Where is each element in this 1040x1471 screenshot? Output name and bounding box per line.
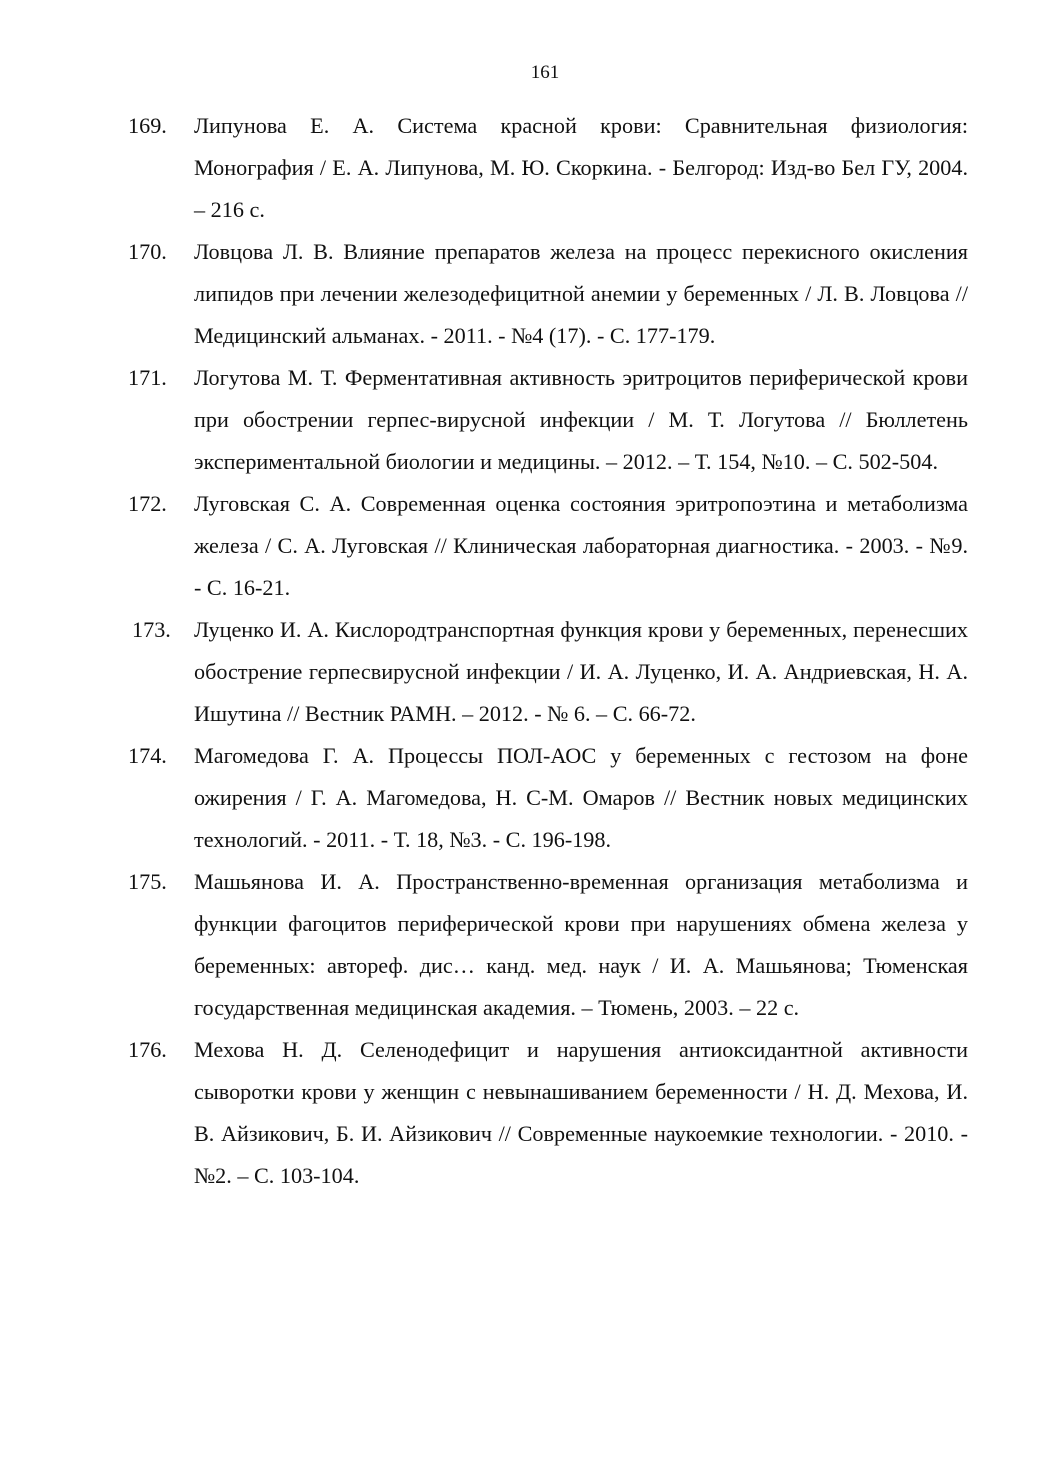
reference-text: Логутова М. Т. Ферментативная активность эритроцитов периферической крови при обострении герпес-вирусной инфекции / М. Т. Логутова // Бюллетень экспериментальной биологии и медицины. – 2012. – Т. 154, №10. – С. 502-504. bbox=[194, 365, 968, 474]
reference-text: Магомедова Г. А. Процессы ПОЛ-АОС у беременных с гестозом на фоне ожирения / Г. А. Магомедова, Н. С-М. Омаров // Вестник новых медицинских технологий. - 2011. - Т. 18, №3. - С. 196-198. bbox=[194, 743, 968, 852]
reference-text: Ловцова Л. В. Влияние препаратов железа на процесс перекисного окисления липидов при лечении железодефицитной анемии у беременных / Л. В. Ловцова // Медицинский альманах. - 2011. - №4 (17). - С. 177-179. bbox=[194, 239, 968, 348]
reference-item bbox=[128, 105, 968, 231]
reference-number: 173. bbox=[132, 617, 171, 642]
reference-number: 172. bbox=[128, 491, 167, 516]
page-number: 161 bbox=[530, 62, 560, 83]
reference-list bbox=[128, 105, 968, 1197]
reference-item bbox=[128, 483, 968, 609]
reference-text: Липунова Е. А. Система красной крови: Сравнительная физиология: Монография / Е. А. Липунова, М. Ю. Скоркина. - Белгород: Изд-во Бел ГУ, 2004. – 216 с. bbox=[194, 113, 968, 222]
reference-item bbox=[128, 1029, 968, 1197]
reference-item bbox=[128, 735, 968, 861]
reference-item bbox=[128, 861, 968, 1029]
reference-number: 175. bbox=[128, 869, 167, 894]
reference-item bbox=[128, 357, 968, 483]
reference-number: 176. bbox=[128, 1037, 167, 1062]
reference-text: Луговская С. А. Современная оценка состояния эритропоэтина и метаболизма железа / С. А. Луговская // Клиническая лабораторная диагностика. - 2003. - №9. - С. 16-21. bbox=[194, 491, 968, 600]
reference-text: Машьянова И. А. Пространственно-временная организация метаболизма и функции фагоцитов периферической крови при нарушениях обмена железа у беременных: автореф. дис… канд. мед. наук / И. А. Машьянова; Тюменская государственная медицинская академия. – Тюмень, 2003. – 22 с. bbox=[194, 869, 968, 1020]
reference-number: 170. bbox=[128, 239, 167, 264]
reference-number: 169. bbox=[128, 113, 167, 138]
reference-text: Мехова Н. Д. Селенодефицит и нарушения антиоксидантной активности сыворотки крови у женщин с невынашиванием беременности / Н. Д. Мехова, И. В. Айзикович, Б. И. Айзикович // Современные наукоемкие технологии. - 2010. - №2. – С. 103-104. bbox=[194, 1037, 968, 1188]
reference-item bbox=[128, 231, 968, 357]
reference-text: Луценко И. А. Кислородтранспортная функция крови у беременных, перенесших обострение герпесвирусной инфекции / И. А. Луценко, И. А. Андриевская, Н. А. Ишутина // Вестник РАМН. – 2012. - № 6. – С. 66-72. bbox=[194, 617, 968, 726]
reference-item bbox=[128, 609, 968, 735]
reference-number: 171. bbox=[128, 365, 167, 390]
reference-number: 174. bbox=[128, 743, 167, 768]
